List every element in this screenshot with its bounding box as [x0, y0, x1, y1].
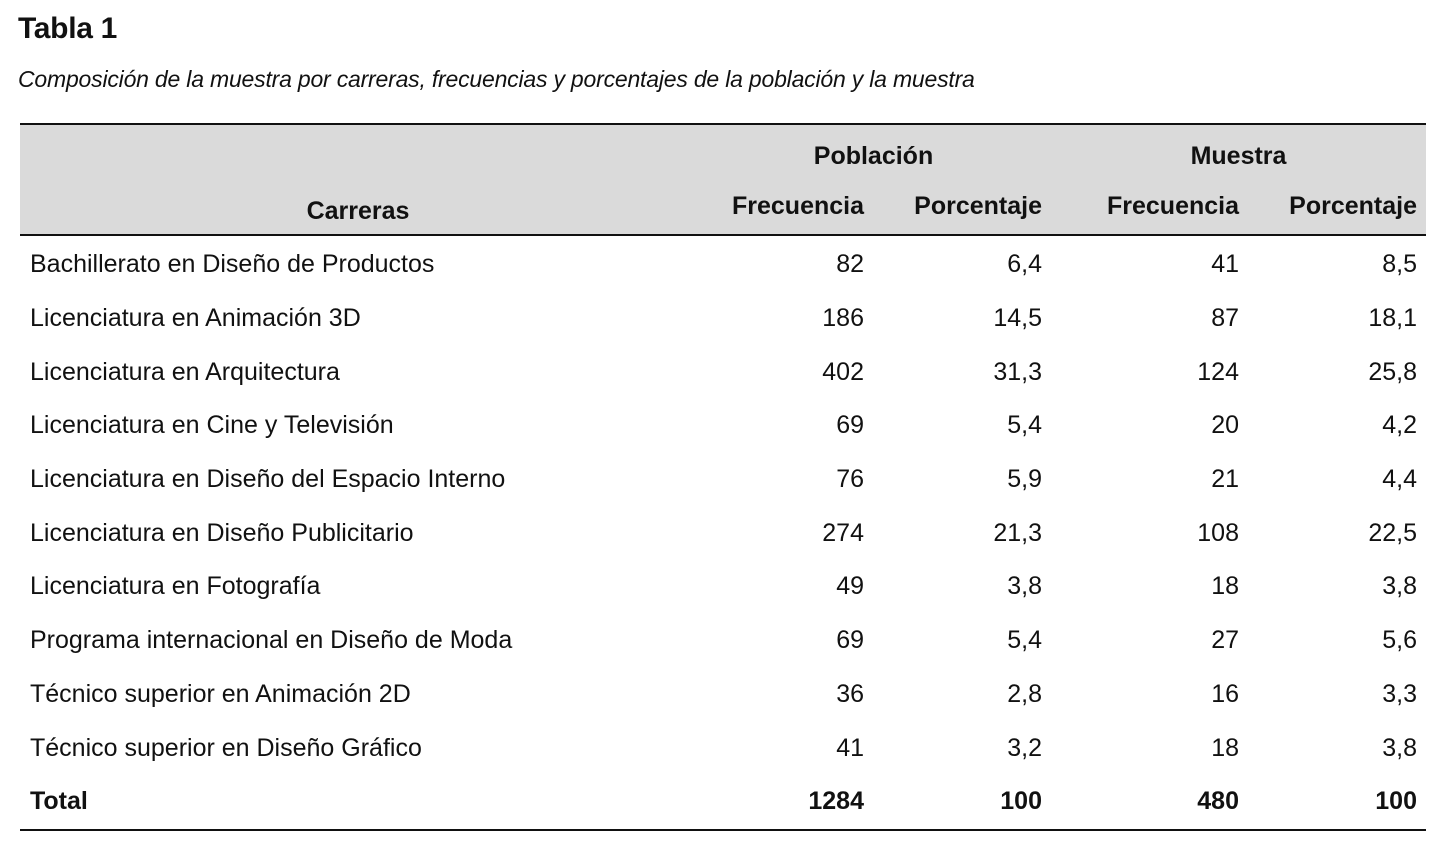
cell-poblacion-frecuencia: 41	[836, 733, 864, 762]
table-row	[20, 668, 1426, 722]
cell-muestra-porcentaje: 4,4	[1382, 465, 1417, 494]
cell-poblacion-porcentaje: 6,4	[1007, 250, 1042, 279]
cell-muestra-porcentaje: 3,3	[1382, 679, 1417, 708]
cell-total-poblacion-frecuencia: 1284	[696, 775, 873, 830]
cell-poblacion-porcentaje: 5,9	[1007, 465, 1042, 494]
table-caption: Composición de la muestra por carreras, frecuencias y porcentajes de la población y la muestra	[18, 66, 975, 92]
table-row	[20, 560, 1426, 614]
cell-poblacion-porcentaje: 3,2	[1007, 733, 1042, 762]
header-carreras: Carreras	[20, 124, 696, 235]
header-muestra: Muestra	[1051, 124, 1426, 179]
cell-muestra-frecuencia: 18	[1211, 572, 1239, 601]
cell-poblacion-porcentaje: 5,4	[1007, 411, 1042, 440]
cell-muestra-frecuencia: 20	[1211, 411, 1239, 440]
table-row	[20, 506, 1426, 560]
cell-muestra-frecuencia: 21	[1211, 465, 1239, 494]
cell-muestra-frecuencia: 87	[1211, 304, 1239, 333]
cell-total-muestra-porcentaje: 100	[1248, 775, 1426, 830]
cell-total-label: Total	[20, 775, 696, 830]
cell-poblacion-frecuencia: 36	[836, 679, 864, 708]
header-muestra-porcentaje: Porcentaje	[1248, 179, 1426, 235]
cell-muestra-frecuencia: 18	[1211, 733, 1239, 762]
cell-poblacion-porcentaje: 3,8	[1007, 572, 1042, 601]
cell-poblacion-frecuencia: 186	[822, 304, 864, 333]
cell-poblacion-porcentaje: 5,4	[1007, 626, 1042, 655]
cell-muestra-frecuencia: 16	[1211, 679, 1239, 708]
cell-carrera: Licenciatura en Animación 3D	[30, 304, 361, 333]
cell-carrera: Programa internacional en Diseño de Moda	[30, 626, 513, 655]
cell-muestra-porcentaje: 18,1	[1368, 304, 1417, 333]
cell-total-muestra-frecuencia: 480	[1051, 775, 1248, 830]
cell-muestra-porcentaje: 4,2	[1382, 411, 1417, 440]
header-muestra-frecuencia: Frecuencia	[1051, 179, 1248, 235]
table-body	[20, 235, 1426, 830]
cell-carrera: Licenciatura en Fotografía	[30, 572, 321, 601]
table-label: Tabla 1	[18, 12, 118, 45]
cell-carrera: Técnico superior en Diseño Gráfico	[30, 733, 422, 762]
data-table	[20, 123, 1426, 831]
cell-muestra-porcentaje: 22,5	[1368, 518, 1417, 547]
cell-poblacion-porcentaje: 14,5	[993, 304, 1042, 333]
cell-total-poblacion-porcentaje: 100	[873, 775, 1051, 830]
header-poblacion-frecuencia: Frecuencia	[696, 179, 873, 235]
cell-muestra-frecuencia: 124	[1197, 357, 1239, 386]
cell-muestra-porcentaje: 8,5	[1382, 250, 1417, 279]
table-row	[20, 614, 1426, 668]
cell-carrera: Bachillerato en Diseño de Productos	[30, 250, 435, 279]
cell-carrera: Licenciatura en Cine y Televisión	[30, 411, 394, 440]
table-row	[20, 345, 1426, 399]
cell-muestra-frecuencia: 41	[1211, 250, 1239, 279]
cell-poblacion-porcentaje: 2,8	[1007, 679, 1042, 708]
cell-poblacion-porcentaje: 31,3	[993, 357, 1042, 386]
cell-muestra-porcentaje: 25,8	[1368, 357, 1417, 386]
cell-carrera: Licenciatura en Arquitectura	[30, 357, 340, 386]
header-poblacion: Población	[696, 124, 1051, 179]
cell-muestra-frecuencia: 27	[1211, 626, 1239, 655]
table-row	[20, 235, 1426, 292]
cell-poblacion-frecuencia: 76	[836, 465, 864, 494]
cell-muestra-porcentaje: 5,6	[1382, 626, 1417, 655]
table-row	[20, 399, 1426, 453]
cell-poblacion-frecuencia: 69	[836, 626, 864, 655]
table-row	[20, 292, 1426, 346]
cell-muestra-frecuencia: 108	[1197, 518, 1239, 547]
cell-carrera: Licenciatura en Diseño Publicitario	[30, 518, 414, 547]
cell-poblacion-frecuencia: 49	[836, 572, 864, 601]
cell-poblacion-porcentaje: 21,3	[993, 518, 1042, 547]
table-header	[20, 124, 1426, 235]
table-row	[20, 453, 1426, 507]
total-row	[20, 775, 1426, 830]
table-row	[20, 721, 1426, 775]
cell-poblacion-frecuencia: 82	[836, 250, 864, 279]
cell-poblacion-frecuencia: 69	[836, 411, 864, 440]
cell-carrera: Técnico superior en Animación 2D	[30, 679, 411, 708]
cell-carrera: Licenciatura en Diseño del Espacio Interno	[30, 465, 506, 494]
cell-muestra-porcentaje: 3,8	[1382, 733, 1417, 762]
header-poblacion-porcentaje: Porcentaje	[873, 179, 1051, 235]
cell-poblacion-frecuencia: 402	[822, 357, 864, 386]
cell-muestra-porcentaje: 3,8	[1382, 572, 1417, 601]
cell-poblacion-frecuencia: 274	[822, 518, 864, 547]
